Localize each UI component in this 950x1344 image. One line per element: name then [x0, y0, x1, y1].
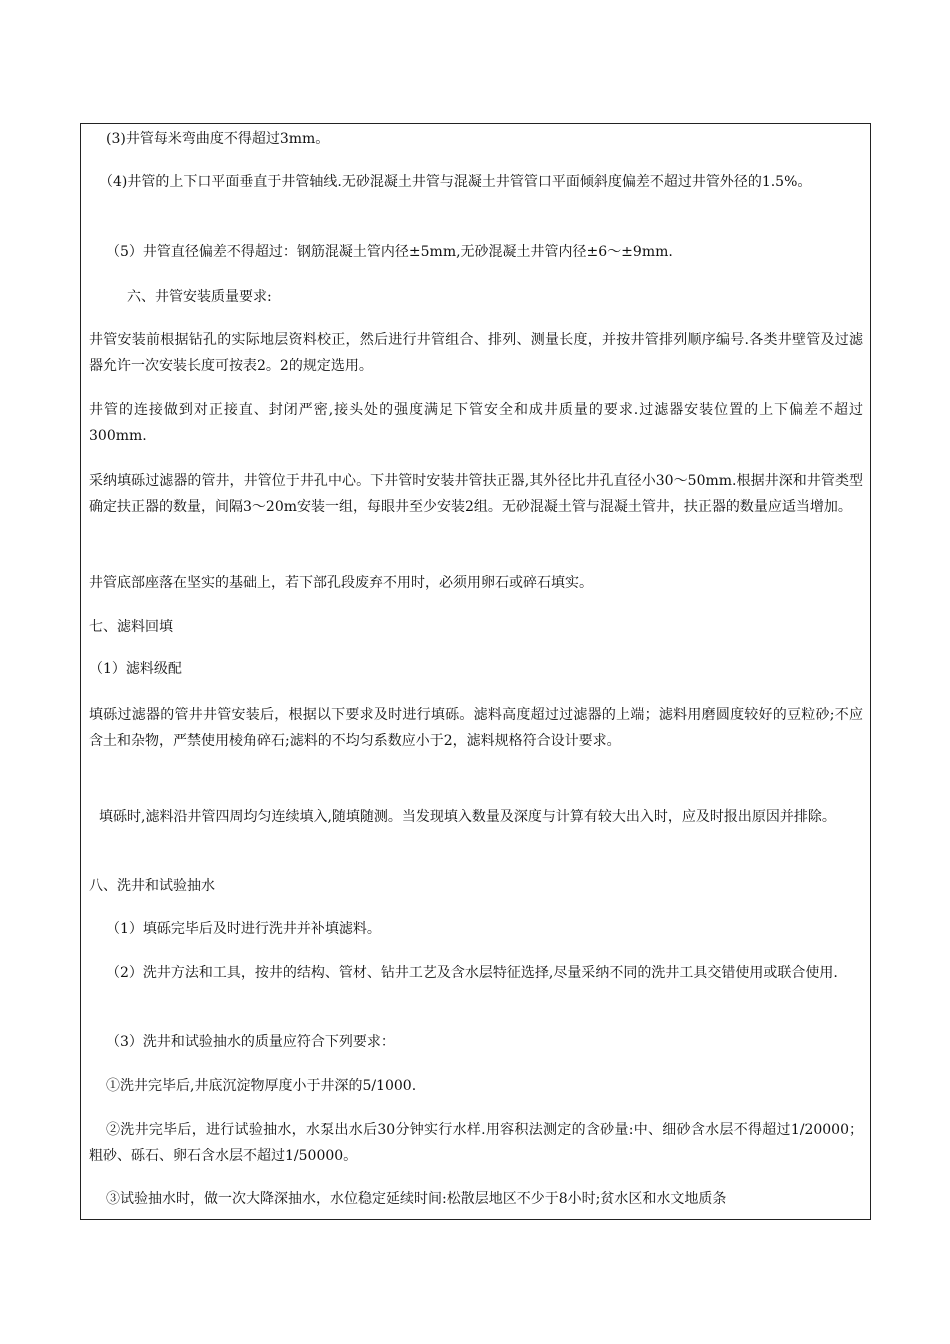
- subheading-filter-grading: （1）滤料级配: [89, 661, 182, 677]
- paragraph-pipe-install-prep: 井管安装前根据钻孔的实际地层资料校正，然后进行井管组合、排列、测量长度，并按井管排列顺序编号.各类井壁管及过滤器允许一次安装长度可按表2。2的规定选用。: [89, 332, 863, 374]
- paragraph-5-diameter-deviation: （5）井管直径偏差不得超过：钢筋混凝土管内径±5mm,无砂混凝土井管内径±6～±9mm.: [106, 244, 673, 260]
- paragraph-gravel-filling: 填砾过滤器的管井井管安装后，根据以下要求及时进行填砾。滤料高度超过过滤器的上端；滤料用磨圆度较好的豆粒砂;不应含土和杂物，严禁使用棱角碎石;滤料的不均匀系数应小于2，滤料规格符合设计要求。: [89, 707, 863, 749]
- paragraph-centralizer: 采纳填砾过滤器的管井，井管位于井孔中心。下井管时安装井管扶正器,其外径比井孔直径小30～50mm.根据井深和井管类型确定扶正器的数量，间隔3～20m安装一组，每眼井至少安装2组。无砂混凝土管与混凝土管井，扶正器的数量应适当增加。: [89, 473, 863, 515]
- section-heading-6: 六、井管安装质量要求:: [127, 289, 272, 305]
- paragraph-4-pipe-axis: （4)井管的上下口平面垂直于井管轴线.无砂混凝土井管与混凝土井管管口平面倾斜度偏差不超过井管外径的1.5%。: [99, 174, 812, 190]
- section-heading-7: 七、滤料回填: [89, 619, 173, 635]
- paragraph-item-3: ③试验抽水时，做一次大降深抽水，水位稳定延续时间:松散层地区不少于8小时;贫水区和水文地质条: [106, 1191, 727, 1207]
- paragraph-item-1: ①洗井完毕后,井底沉淀物厚度小于井深的5/1000.: [106, 1078, 417, 1094]
- paragraph-8-1: （1）填砾完毕后及时进行洗井并补填滤料。: [106, 921, 381, 937]
- paragraph-pipe-base: 井管底部座落在坚实的基础上，若下部孔段废弃不用时，必须用卵石或碎石填实。: [89, 575, 593, 591]
- paragraph-3-pipe-bend: (3)井管每米弯曲度不得超过3mm。: [106, 131, 330, 147]
- section-heading-8: 八、洗井和试验抽水: [89, 878, 215, 894]
- document-table-cell: [80, 123, 871, 1220]
- paragraph-filling-method: 填砾时,滤料沿井管四周均匀连续填入,随填随测。当发现填入数量及深度与计算有较大出入时，应及时报出原因并排除。: [99, 809, 836, 825]
- paragraph-pipe-connection: 井管的连接做到对正接直、封闭严密,接头处的强度满足下管安全和成井质量的要求.过滤器安装位置的上下偏差不超过300mm.: [89, 402, 863, 444]
- paragraph-8-3: （3）洗井和试验抽水的质量应符合下列要求：: [106, 1034, 395, 1050]
- paragraph-8-2: （2）洗井方法和工具，按井的结构、管材、钻井工艺及含水层特征选择,尽量采纳不同的洗井工具交错使用或联合使用.: [106, 965, 838, 981]
- paragraph-item-2: ②洗井完毕后，进行试验抽水，水泵出水后30分钟实行水样.用容积法测定的含砂量:中、细砂含水层不得超过1/20000；粗砂、砾石、卵石含水层不超过1/50000。: [89, 1122, 863, 1164]
